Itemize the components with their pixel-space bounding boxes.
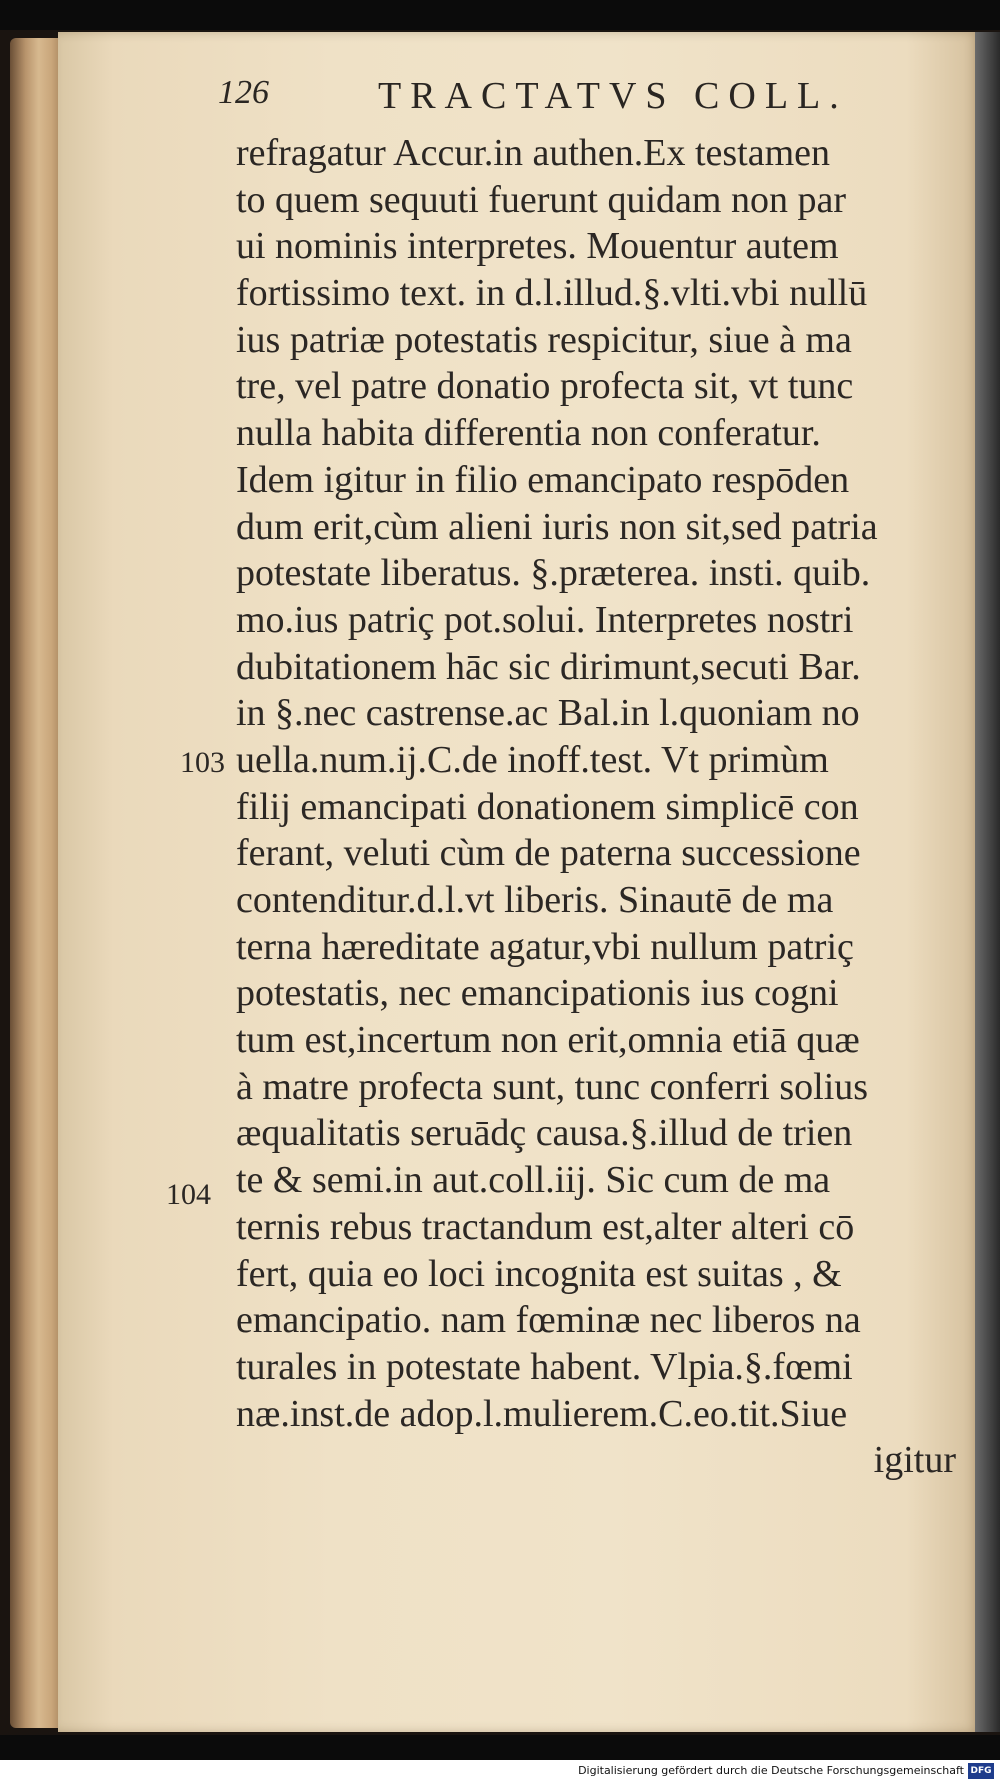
text-line: dum erit,cùm alieni iuris non sit,sed patria <box>236 505 878 548</box>
dfg-logo: DFG <box>968 1763 994 1779</box>
text-line: to quem sequuti fuerunt quidam non par <box>236 178 846 221</box>
text-line: mo.ius patriç pot.solui. Interpretes nostri <box>236 598 854 641</box>
text-line: ius patriæ potestatis respicitur, siue à ma <box>236 318 852 361</box>
text-line: contenditur.d.l.vt liberis. Sinautē de ma <box>236 879 834 921</box>
text-line: potestatis, nec emancipationis ius cogni <box>236 972 839 1015</box>
text-line: filij emancipati donationem simplicē con <box>236 785 859 828</box>
text-line: nulla habita differentia non conferatur. <box>236 412 821 455</box>
text-line: ternis rebus tractandum est,alter alteri cō <box>236 1205 855 1248</box>
page-header <box>218 74 958 134</box>
text-line: Idem igitur in filio emancipato respōden <box>236 458 850 501</box>
folio-number: 126 <box>218 74 269 111</box>
page-right-shadow <box>975 32 1000 1732</box>
text-line: æqualitatis seruādç causa.§.illud de trien <box>236 1112 853 1155</box>
text-line: emancipatio. nam fœminæ nec liberos na <box>236 1299 861 1342</box>
running-title: TRACTATVS COLL. <box>378 75 848 117</box>
text-line: dubitationem hāc sic dirimunt,secuti Bar. <box>236 645 861 688</box>
text-line: refragatur Accur.in authen.Ex testamen <box>236 132 831 174</box>
footer-bar <box>0 1760 1000 1789</box>
text-line: ferant, veluti cùm de paterna successione <box>236 832 861 875</box>
marginal-note-104: 104 <box>166 1178 211 1211</box>
text-line: fortissimo text. in d.l.illud.§.vlti.vbi nullū <box>236 272 868 315</box>
text-block <box>236 130 966 1484</box>
text-line: potestate liberatus. §.præterea. insti. quib. <box>236 552 871 595</box>
text-line: tum est,incertum non erit,omnia etiā quæ <box>236 1019 860 1062</box>
text-line: ui nominis interpretes. Mouentur autem <box>236 225 839 268</box>
text-line: uella.num.ij.C.de inoff.test. Vt primùm <box>236 738 829 781</box>
text-line: à matre profecta sunt, tunc conferri solius <box>236 1065 869 1108</box>
text-line: in §.nec castrense.ac Bal.in l.quoniam no <box>236 692 860 735</box>
marginal-note-103: 103 <box>180 746 225 779</box>
text-line: fert, quia eo loci incognita est suitas , & <box>236 1252 842 1295</box>
text-line: turales in potestate habent. Vlpia.§.fœmi <box>236 1345 853 1388</box>
book-page-edges <box>10 38 62 1728</box>
text-line: næ.inst.de adop.l.mulierem.C.eo.tit.Siue <box>236 1392 848 1435</box>
text-line: te & semi.in aut.coll.iij. Sic cum de ma <box>236 1159 831 1202</box>
text-line: tre, vel patre donatio profecta sit, vt tunc <box>236 365 854 408</box>
text-line: terna hæreditate agatur,vbi nullum patriç <box>236 925 854 968</box>
catchword: igitur <box>873 1439 956 1482</box>
digitization-credit: Digitalisierung gefördert durch die Deutsche Forschungsgemeinschaft <box>578 1764 964 1777</box>
